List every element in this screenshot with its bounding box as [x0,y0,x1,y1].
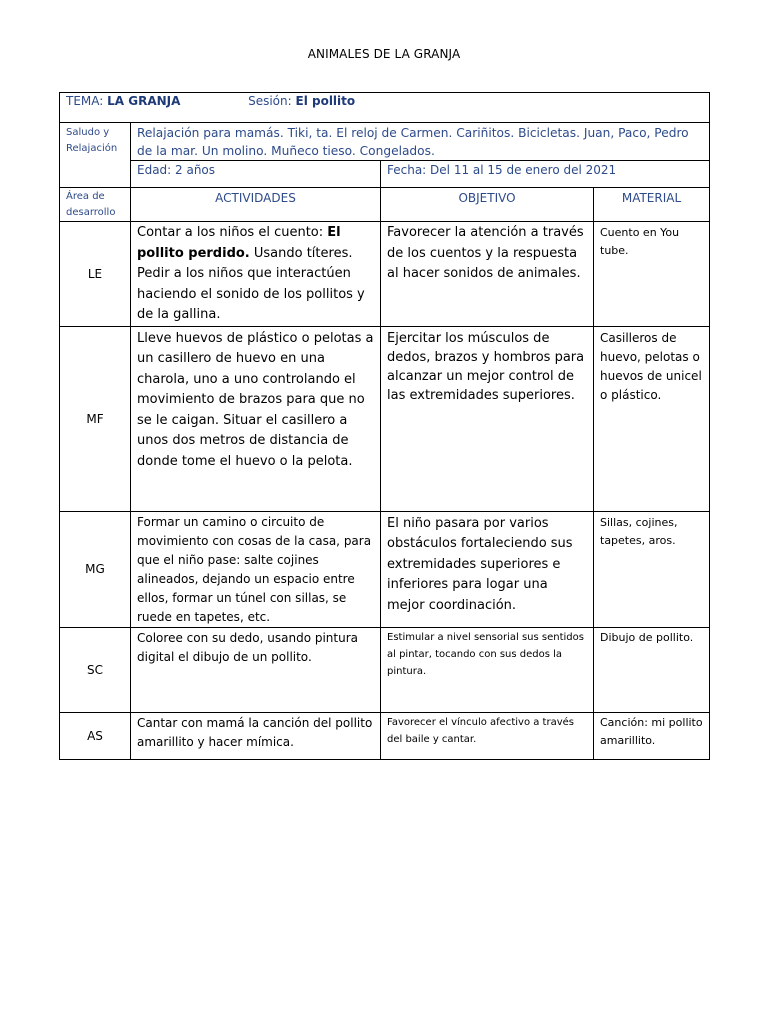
area-cell: MF [60,326,131,511]
tema-value: LA GRANJA [107,94,181,108]
saludo-row [60,123,710,161]
saludo-text: Relajación para mamás. Tiki, ta. El reloj de Carmen. Cariñitos. Bicicletas. Juan, Paco, Pedro de la mar. Un molino. Muñeco tieso. Congelados. [131,123,710,161]
actividad-cell: Coloree con su dedo, usando pintura digital el dibujo de un pollito. [131,627,381,712]
tema-row [60,93,710,123]
table-row [60,627,710,712]
saludo-label: Saludo y Relajación [60,123,131,188]
actividad-cell: Formar un camino o circuito de movimiento con cosas de la casa, para que el niño pase: salte cojines alineados, dejando un espacio entre ellos, formar un túnel con sillas, se ruede en tapetes, etc. [131,511,381,627]
material-cell: Cuento en You tube. [594,222,710,327]
col-material-header: MATERIAL [594,188,710,222]
material-cell: Dibujo de pollito. [594,627,710,712]
actividad-cell: Cantar con mamá la canción del pollito amarillito y hacer mímica. [131,712,381,759]
col-objetivo-header: OBJETIVO [381,188,594,222]
actividad-cell [131,222,381,327]
table-row [60,326,710,511]
lesson-plan-table [59,92,710,760]
material-cell: Canción: mi pollito amarillito. [594,712,710,759]
actividad-text-post: Usando títeres. Pedir a los niños que interactúen haciendo el sonido de los pollitos y de la gallina. [137,245,365,322]
edad-cell: Edad: 2 años [131,161,381,188]
edad-fecha-row [60,161,710,188]
sesion-value: El pollito [295,94,356,108]
table-row [60,511,710,627]
fecha-cell: Fecha: Del 11 al 15 de enero del 2021 [381,161,710,188]
objetivo-cell: Estimular a nivel sensorial sus sentidos al pintar, tocando con sus dedos la pintura. [381,627,594,712]
material-cell: Sillas, cojines, tapetes, aros. [594,511,710,627]
table-row [60,712,710,759]
area-cell: SC [60,627,131,712]
objetivo-cell: Favorecer la atención a través de los cuentos y la respuesta al hacer sonidos de animales. [381,222,594,327]
story-title: El pollito perdido. [137,225,341,261]
area-cell: LE [60,222,131,327]
area-cell: MG [60,511,131,627]
objetivo-cell: Ejercitar los músculos de dedos, brazos y hombros para alcanzar un mejor control de las extremidades superiores. [381,326,594,511]
col-area-header: Área de desarrollo [60,188,131,222]
area-cell: AS [60,712,131,759]
table-row [60,222,710,327]
document-title: ANIMALES DE LA GRANJA [307,47,461,61]
sesion-label: Sesión: [248,94,292,108]
tema-label: TEMA: [66,94,104,108]
col-actividades-header: ACTIVIDADES [131,188,381,222]
actividad-cell: Lleve huevos de plástico o pelotas a un casillero de huevo en una charola, uno a uno controlando el movimiento de brazos para que no se le caigan. Situar el casillero a unos dos metros de distancia de donde tome el huevo o la pelota. [131,326,381,511]
objetivo-cell: El niño pasara por varios obstáculos fortaleciendo sus extremidades superiores e inferiores para logar una mejor coordinación. [381,511,594,627]
actividad-text-pre: Contar a los niños el cuento: [137,225,328,240]
objetivo-cell: Favorecer el vínculo afectivo a través del baile y cantar. [381,712,594,759]
column-header-row [60,188,710,222]
material-cell: Casilleros de huevo, pelotas o huevos de unicel o plástico. [594,326,710,511]
